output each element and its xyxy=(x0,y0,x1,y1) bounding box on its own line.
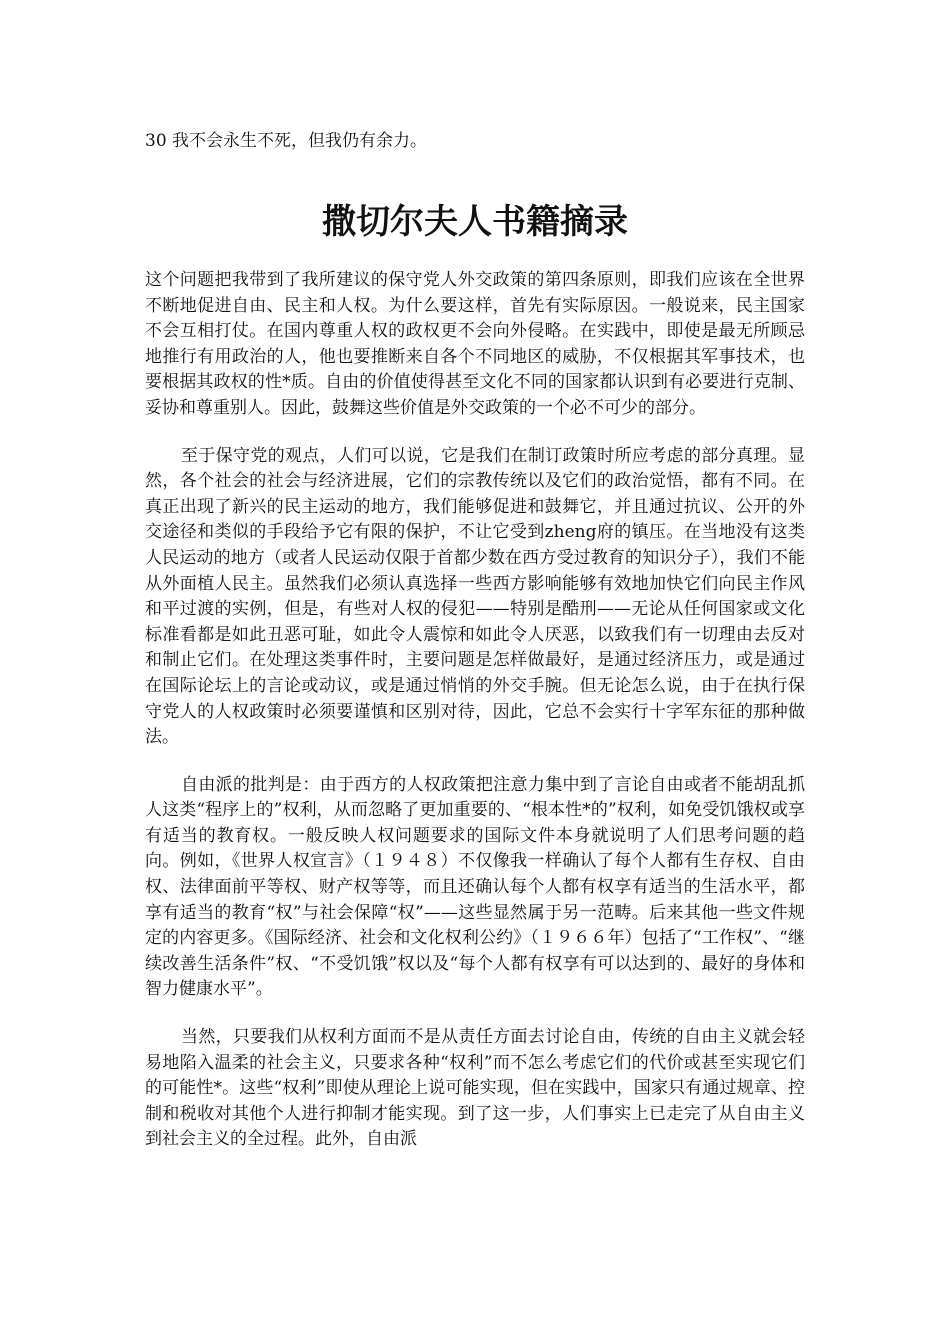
paragraph-2: 至于保守党的观点，人们可以说，它是我们在制订政策时所应考虑的部分真理。显然，各个社会的社会与经济进展，它们的宗教传统以及它们的政治觉悟，都有不同。在真正出现了新兴的民主运动的地方，我们能够促进和鼓舞它，并且通过抗议、公开的外交途径和类似的手段给予它有限的保护，不让它受到zheng府的镇压。在当地没有这类人民运动的地方（或者人民运动仅限于首都少数在西方受过教育的知识分子），我们不能从外面植人民主。虽然我们必须认真选择一些西方影响能够有效地加快它们向民主作风和平过渡的实例，但是，有些对人权的侵犯——特别是酷刑——无论从任何国家或文化标准看都是如此丑恶可耻，如此令人震惊和如此令人厌恶，以致我们有一切理由去反对和制止它们。在处理这类事件时，主要问题是怎样做最好，是通过经济压力，或是通过在国际论坛上的言论或动议，或是通过悄悄的外交手腕。但无论怎么说，由于在执行保守党人的人权政策时必须要谨慎和区别对待，因此，它总不会实行十字军东征的那种做法。 xyxy=(145,445,805,748)
top-line: 30 我不会永生不死，但我仍有余力。 xyxy=(145,131,428,151)
paragraph-3: 自由派的批判是：由于西方的人权政策把注意力集中到了言论自由或者不能胡乱抓人这类“程序上的”权利，从而忽略了更加重要的、“根本性*的”权利，如免受饥饿权或享有适当的教育权。一般反映人权问题要求的国际文件本身就说明了人们思考问题的趋向。例如，《世界人权宣言》（１９４８）不仅像我一样确认了每个人都有生存权、自由权、法律面前平等权、财产权等等，而且还确认每个人都有权享有适当的生活水平，都享有适当的教育“权”与社会保障“权”——这些显然属于另一范畴。后来其他一些文件规定的内容更多。《国际经济、社会和文化权利公约》（１９６６年）包括了“工作权”、“继续改善生活条件”权、“不受饥饿”权以及“每个人都有权享有可以达到的、最好的身体和智力健康水平”。 xyxy=(145,774,805,1000)
document-body xyxy=(145,268,805,1175)
page-title: 撒切尔夫人书籍摘录 xyxy=(322,202,628,242)
paragraph-1: 这个问题把我带到了我所建议的保守党人外交政策的第四条原则，即我们应该在全世界不断地促进自由、民主和人权。为什么要这样，首先有实际原因。一般说来，民主国家不会互相打仗。在国内尊重人权的政权更不会向外侵略。在实践中，即使是最无所顾忌地推行有用政治的人，他也要推断来自各个不同地区的威胁，不仅根据其军事技术，也要根据其政权的性*质。自由的价值使得甚至文化不同的国家都认识到有必要进行克制、妥协和尊重别人。因此，鼓舞这些价值是外交政策的一个必不可少的部分。 xyxy=(145,270,805,418)
paragraph-4: 当然，只要我们从权利方面而不是从责任方面去讨论自由，传统的自由主义就会轻易地陷入温柔的社会主义，只要求各种“权利”而不怎么考虑它们的代价或甚至实现它们的可能性*。这些“权利”即使从理论上说可能实现，但在实践中，国家只有通过规章、控制和税收对其他个人进行抑制才能实现。到了这一步，人们事实上已走完了从自由主义到社会主义的全过程。此外，自由派 xyxy=(145,1027,805,1150)
